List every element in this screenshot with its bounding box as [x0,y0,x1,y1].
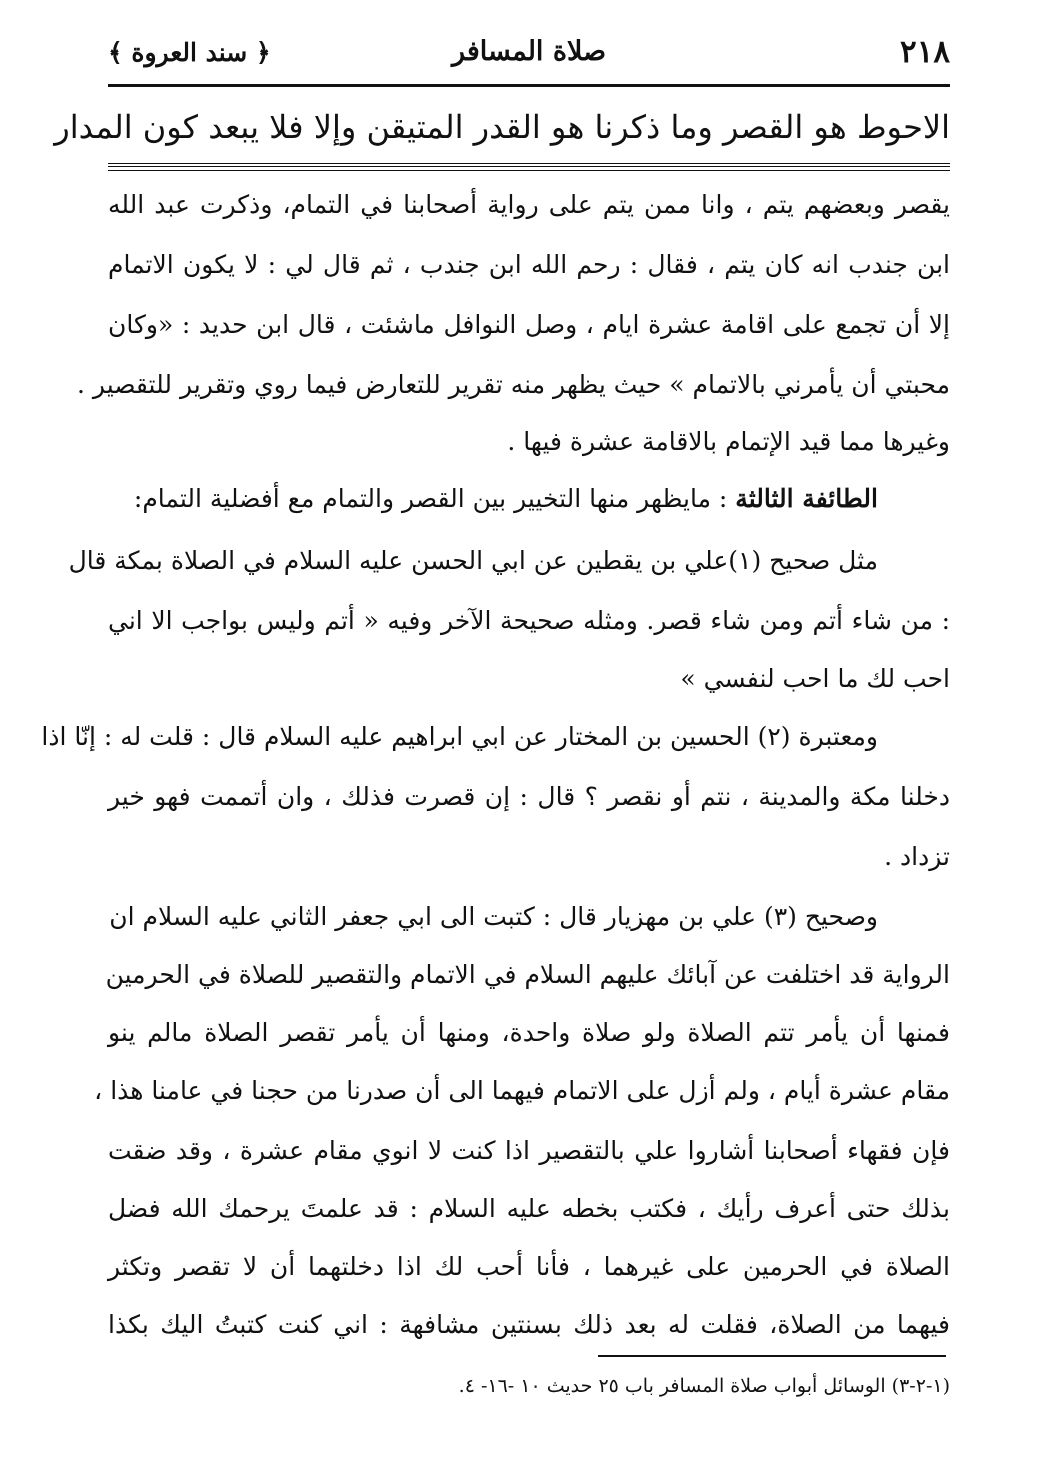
body-line: مثل صحيح (١)علي بن يقطين عن ابي الحسن عليه السلام في الصلاة بمكة قال [68,546,878,575]
section-heading: الطائفة الثالثة [735,484,878,513]
body-line: محبتي أن يأمرني بالاتمام » حيث يظهر منه تقرير للتعارض فيما روي وتقرير للتقصير . [77,370,950,399]
body-line: ومعتبرة (٢) الحسين بن المختار عن ابي ابراهيم عليه السلام قال : قلت له : إنّا اذا [41,722,878,751]
footnote: (١-٢-٣) الوسائل أبواب صلاة المسافر باب ٢٥ حديث ١٠ -١٦- ٤. [458,1375,950,1397]
footnote-rule [598,1355,946,1357]
running-header [108,34,950,86]
body-line: احب لك ما احب لنفسي » [680,664,950,693]
header-rule [108,84,950,87]
body-line: يقصر وبعضهم يتم ، وانا ممن يتم على رواية أصحابنا في التمام، وذكرت عبد الله [108,190,950,219]
matn-divider [108,163,950,171]
body-line: فمنها أن يأمر تتم الصلاة ولو صلاة واحدة، ومنها أن يأمر تقصر الصلاة مالم ينو [108,1018,950,1047]
body-line: دخلنا مكة والمدينة ، نتم أو نقصر ؟ قال : إن قصرت فذلك ، وان أتممت فهو خير [108,782,950,811]
section-rest: : مايظهر منها التخيير بين القصر والتمام مع أفضلية التمام: [133,484,736,513]
body-line: فيهما من الصلاة، فقلت له بعد ذلك بسنتين مشافهة : اني كنت كتبتُ اليك بكذا [108,1310,950,1339]
page-number: ٢١٨ [900,34,950,70]
header-title: صلاة المسافر [451,36,607,67]
body-line: الصلاة في الحرمين على غيرهما ، فأنا أحب لك اذا دخلتهما أن لا تقصر وتكثر [108,1252,950,1281]
body-line: تزداد . [884,842,950,871]
book-title: ﴿ سند العروة ﴾ [108,38,271,67]
section-line [108,480,878,518]
body-line: مقام عشرة أيام ، ولم أزل على الاتمام فيهما الى أن صدرنا من حجنا في عامنا هذا ، [94,1076,950,1105]
body-line: وغيرها مما قيد الإتمام بالاقامة عشرة فيها . [507,427,950,456]
matn-text: الاحوط هو القصر وما ذكرنا هو القدر المتيقن وإلا فلا يبعد كون المدار [54,108,950,146]
body-line: الرواية قد اختلفت عن آبائك عليهم السلام في الاتمام والتقصير للصلاة في الحرمين [105,960,950,989]
body-line: : من شاء أتم ومن شاء قصر. ومثله صحيحة الآخر وفيه « أتم وليس بواجب الا اني [108,606,950,635]
body-line: إلا أن تجمع على اقامة عشرة ايام ، وصل النوافل ماشئت ، قال ابن حديد : «وكان [108,310,950,339]
body-line: بذلك حتى أعرف رأيك ، فكتب بخطه عليه السلام : قد علمتَ يرحمك الله فضل [108,1194,950,1223]
body-line: فإن فقهاء أصحابنا أشاروا علي بالتقصير اذا كنت لا انوي مقام عشرة ، وقد ضقت [108,1136,950,1165]
body-line: ابن جندب انه كان يتم ، فقال : رحم الله ابن جندب ، ثم قال لي : لا يكون الاتمام [108,250,950,279]
body-line: وصحيح (٣) علي بن مهزيار قال : كتبت الى ابي جعفر الثاني عليه السلام ان [109,902,878,931]
